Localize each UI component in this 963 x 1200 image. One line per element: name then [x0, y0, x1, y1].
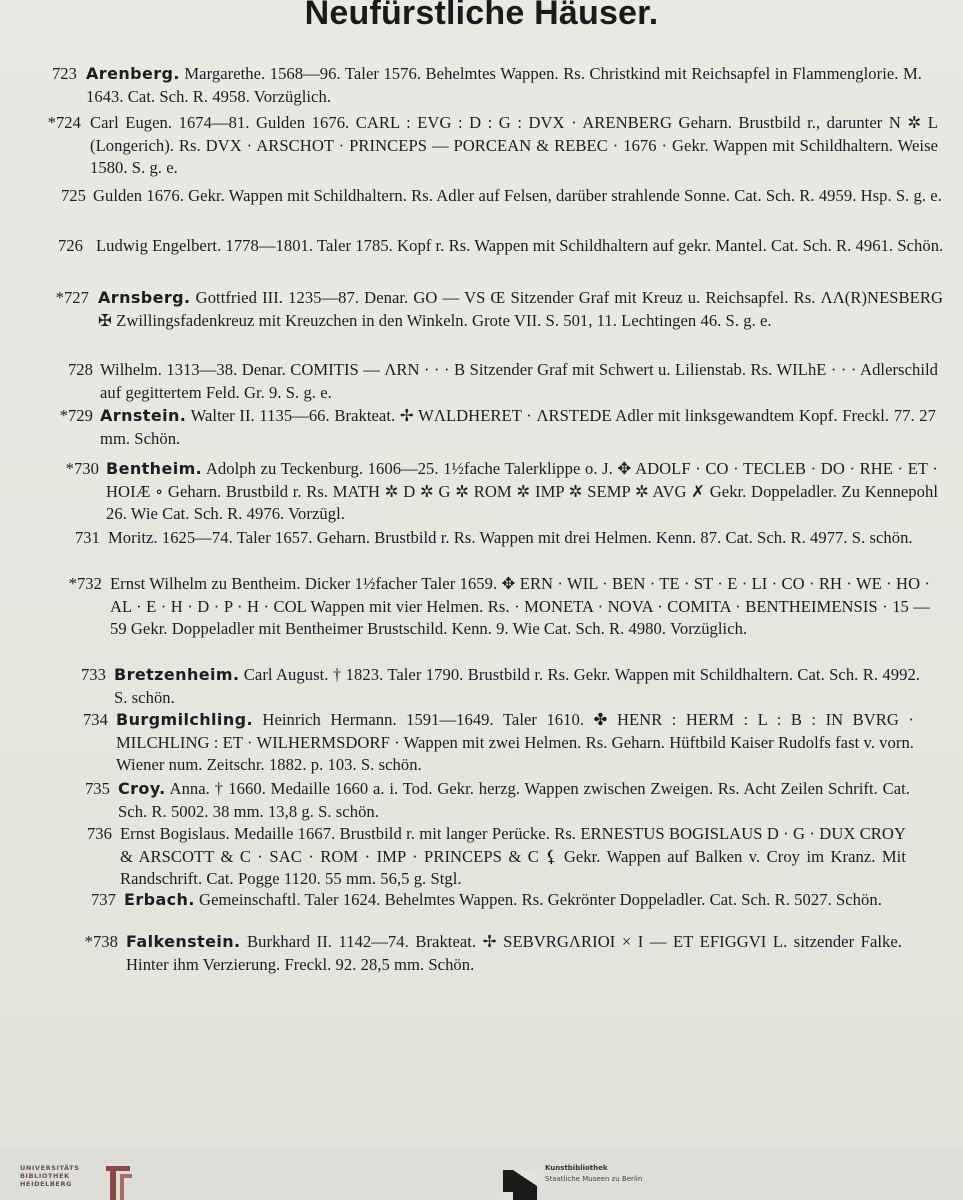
logo-title: Kunstbibliothek — [545, 1164, 608, 1172]
kunstbibliothek-logo — [503, 1164, 703, 1200]
lot-heading: Arnstein. — [100, 406, 187, 425]
lot-entry — [84, 778, 910, 823]
lot-number: *724 — [47, 113, 81, 132]
logo-subtitle: Staatliche Museen zu Berlin — [545, 1175, 643, 1183]
lot-entry — [86, 823, 906, 891]
lot-heading: Arnsberg. — [98, 288, 191, 307]
footer-bar — [0, 1148, 963, 1200]
lot-description: Margarethe. 1568—96. Taler 1576. Behelmtes Wappen. Rs. Christkind mit Reichsapfel in Flammenglorie. M. 1643. Cat. Sch. R. 4958. Vorzüglich. — [86, 64, 922, 106]
lot-description: Gottfried III. 1235—87. Denar. GO — VS Œ Sitzender Graf mit Kreuz u. Reichsapfel. Rs. ΛΛ(R)NESBERG ✠ Zwillingsfadenkreuz mit Kreuzchen in den Winkeln. Grote VII. S. 501, 11. Lechtingen 46. S. g. e. — [98, 288, 943, 330]
page-title: Neufürstliche Häuser. — [304, 0, 659, 32]
lot-entry — [55, 287, 943, 332]
lot-entry — [60, 185, 944, 208]
lot-description: Gulden 1676. Gekr. Wappen mit Schildhaltern. Rs. Adler auf Felsen, darüber strahlende Sonne. Cat. Sch. R. 4959. Hsp. S. g. e. — [93, 186, 942, 205]
lot-number: 737 — [90, 890, 116, 909]
lot-entry — [65, 458, 938, 526]
lot-number: 723 — [51, 64, 77, 83]
lot-description: Carl Eugen. 1674—81. Gulden 1676. CARL : EVG : D : G : DVX · ARENBERG Geharn. Brustbild r., darunter N ✲ L (Longerich). Rs. DVX · ARSCHOT · PRINCEPS — PORCEAN & REBEC · 1676 · Gekr. Wappen mit Schildhaltern. Weise 1580. S. g. e. — [90, 113, 938, 177]
lot-entry — [90, 889, 904, 912]
lot-heading: Croy. — [118, 779, 166, 798]
lot-number: *738 — [84, 932, 118, 951]
lot-description: Walter II. 1135—66. Brakteat. ✢ WΛLDHERET · ΛRSTEDE Adler mit linksgewandtem Kopf. Freckl. 77. 27 mm. Schön. — [100, 406, 937, 448]
lot-number: *729 — [59, 406, 93, 425]
lot-description: Wilhelm. 1313—38. Denar. COMITIS — ΛRN · · · B Sitzender Graf mit Schwert u. Lilienstab. Rs. WILhE · · · Adlerschild auf gegittertem Feld. Gr. 9. S. g. e. — [100, 360, 938, 402]
lot-entry — [74, 527, 934, 550]
lot-heading: Arenberg. — [86, 64, 180, 83]
lot-entry — [84, 931, 902, 976]
lot-description: Burkhard II. 1142—74. Brakteat. ✢ SEBVRGΛRIOI × I — ET EFIGGVI L. sitzender Falke. Hinter ihm Verzierung. Freckl. 92. 28,5 mm. Schön. — [126, 932, 902, 974]
lot-description: Ernst Bogislaus. Medaille 1667. Brustbild r. mit langer Perücke. Rs. ERNESTUS BOGISLAUS D · G · DUX CROY & ARSCOTT & C · SAC · ROM · IMP · PRINCEPS & C ⚸ Gekr. Wappen auf Balken v. Croy im Kranz. Mit Randschrift. Cat. Pogge 1120. 55 mm. 56,5 g. Stgl. — [120, 824, 906, 888]
lot-entry — [47, 112, 938, 180]
lot-description: Heinrich Hermann. 1591—1649. Taler 1610. ✤ HENR : HERM : L : B : IN BVRG · MILCHLING : ET · WILHERMSDORF · Wappen mit zwei Helmen. Rs. Geharn. Hüftbild Kaiser Rudolfs fast v. vorn. Wiener num. Zeitschr. 1882. p. 103. S. schön. — [116, 710, 915, 774]
lot-entry — [67, 359, 938, 404]
lot-heading: Bentheim. — [106, 459, 203, 478]
lot-number: *727 — [55, 288, 89, 307]
library-emblem-icon — [102, 1160, 136, 1200]
lot-number: 734 — [82, 710, 108, 729]
logo-line: BIBLIOTHEK — [20, 1172, 70, 1180]
lot-description: Carl August. † 1823. Taler 1790. Brustbild r. Rs. Gekr. Wappen mit Schildhaltern. Cat. Sch. R. 4992. S. schön. — [114, 665, 921, 707]
lot-number: *730 — [65, 459, 99, 478]
logo-line: UNIVERSITÄTS — [20, 1164, 80, 1172]
lot-number: 731 — [74, 528, 100, 547]
lot-entry — [57, 235, 945, 258]
lot-heading: Bretzenheim. — [114, 665, 240, 684]
lot-number: 725 — [60, 186, 86, 205]
kunstbibliothek-mark-icon — [503, 1166, 537, 1200]
lot-description: Adolph zu Teckenburg. 1606—25. 1½fache Talerklippe o. J. ✥ ADOLF · CO · TECLEB · DO · RHE · ET · HOIÆ ∘ Geharn. Brustbild r. Rs. MATH ✲ D ✲ G ✲ ROM ✲ IMP ✲ SEMP ✲ AVG ✗ Gekr. Doppeladler. Zu Kennepohl 26. Wie Cat. Sch. R. 4976. Vorzügl. — [106, 459, 938, 523]
heidelberg-library-logo — [20, 1164, 140, 1200]
lot-entry — [80, 664, 921, 709]
lot-number: 726 — [57, 236, 83, 255]
lot-number: 736 — [86, 824, 112, 843]
lot-number: 735 — [84, 779, 110, 798]
lot-entry — [68, 573, 930, 641]
lot-heading: Falkenstein. — [126, 932, 241, 951]
lot-heading: Erbach. — [124, 890, 195, 909]
lot-entry — [59, 405, 937, 450]
lot-description: Anna. † 1660. Medaille 1660 a. i. Tod. Gekr. herzg. Wappen zwischen Zweigen. Rs. Acht Zeilen Schrift. Cat. Sch. R. 5002. 38 mm. 13,8 g. S. schön. — [118, 779, 910, 821]
lot-description: Gemeinschaftl. Taler 1624. Behelmtes Wappen. Rs. Gekrönter Doppeladler. Cat. Sch. R. 5027. Schön. — [199, 890, 882, 909]
lot-description: Moritz. 1625—74. Taler 1657. Geharn. Brustbild r. Rs. Wappen mit drei Helmen. Kenn. 87. Cat. Sch. R. 4977. S. schön. — [108, 528, 913, 547]
lot-number: 728 — [67, 360, 93, 379]
lot-description: Ludwig Engelbert. 1778—1801. Taler 1785. Kopf r. Rs. Wappen mit Schildhaltern auf gekr. Mantel. Cat. Sch. R. 4961. Schön. — [96, 236, 944, 255]
lot-number: *732 — [68, 574, 102, 593]
lot-description: Ernst Wilhelm zu Bentheim. Dicker 1½facher Taler 1659. ✥ ERN · WIL · BEN · TE · ST · E · LI · CO · RH · WE · HO · AL · E · H · D · P · H · COL Wappen mit vier Helmen. Rs. · MONETA · NOVA · COMITA · BENTHEIMENSIS · 15 — 59 Gekr. Doppeladler mit Bentheimer Brustschild. Kenn. 9. Wie Cat. Sch. R. 4980. Vorzüglich. — [110, 574, 930, 638]
lot-heading: Burgmilchling. — [116, 710, 253, 729]
lot-number: 733 — [80, 665, 106, 684]
lot-entry — [82, 709, 915, 777]
logo-line: HEIDELBERG — [20, 1180, 73, 1188]
lot-entry — [51, 63, 922, 108]
